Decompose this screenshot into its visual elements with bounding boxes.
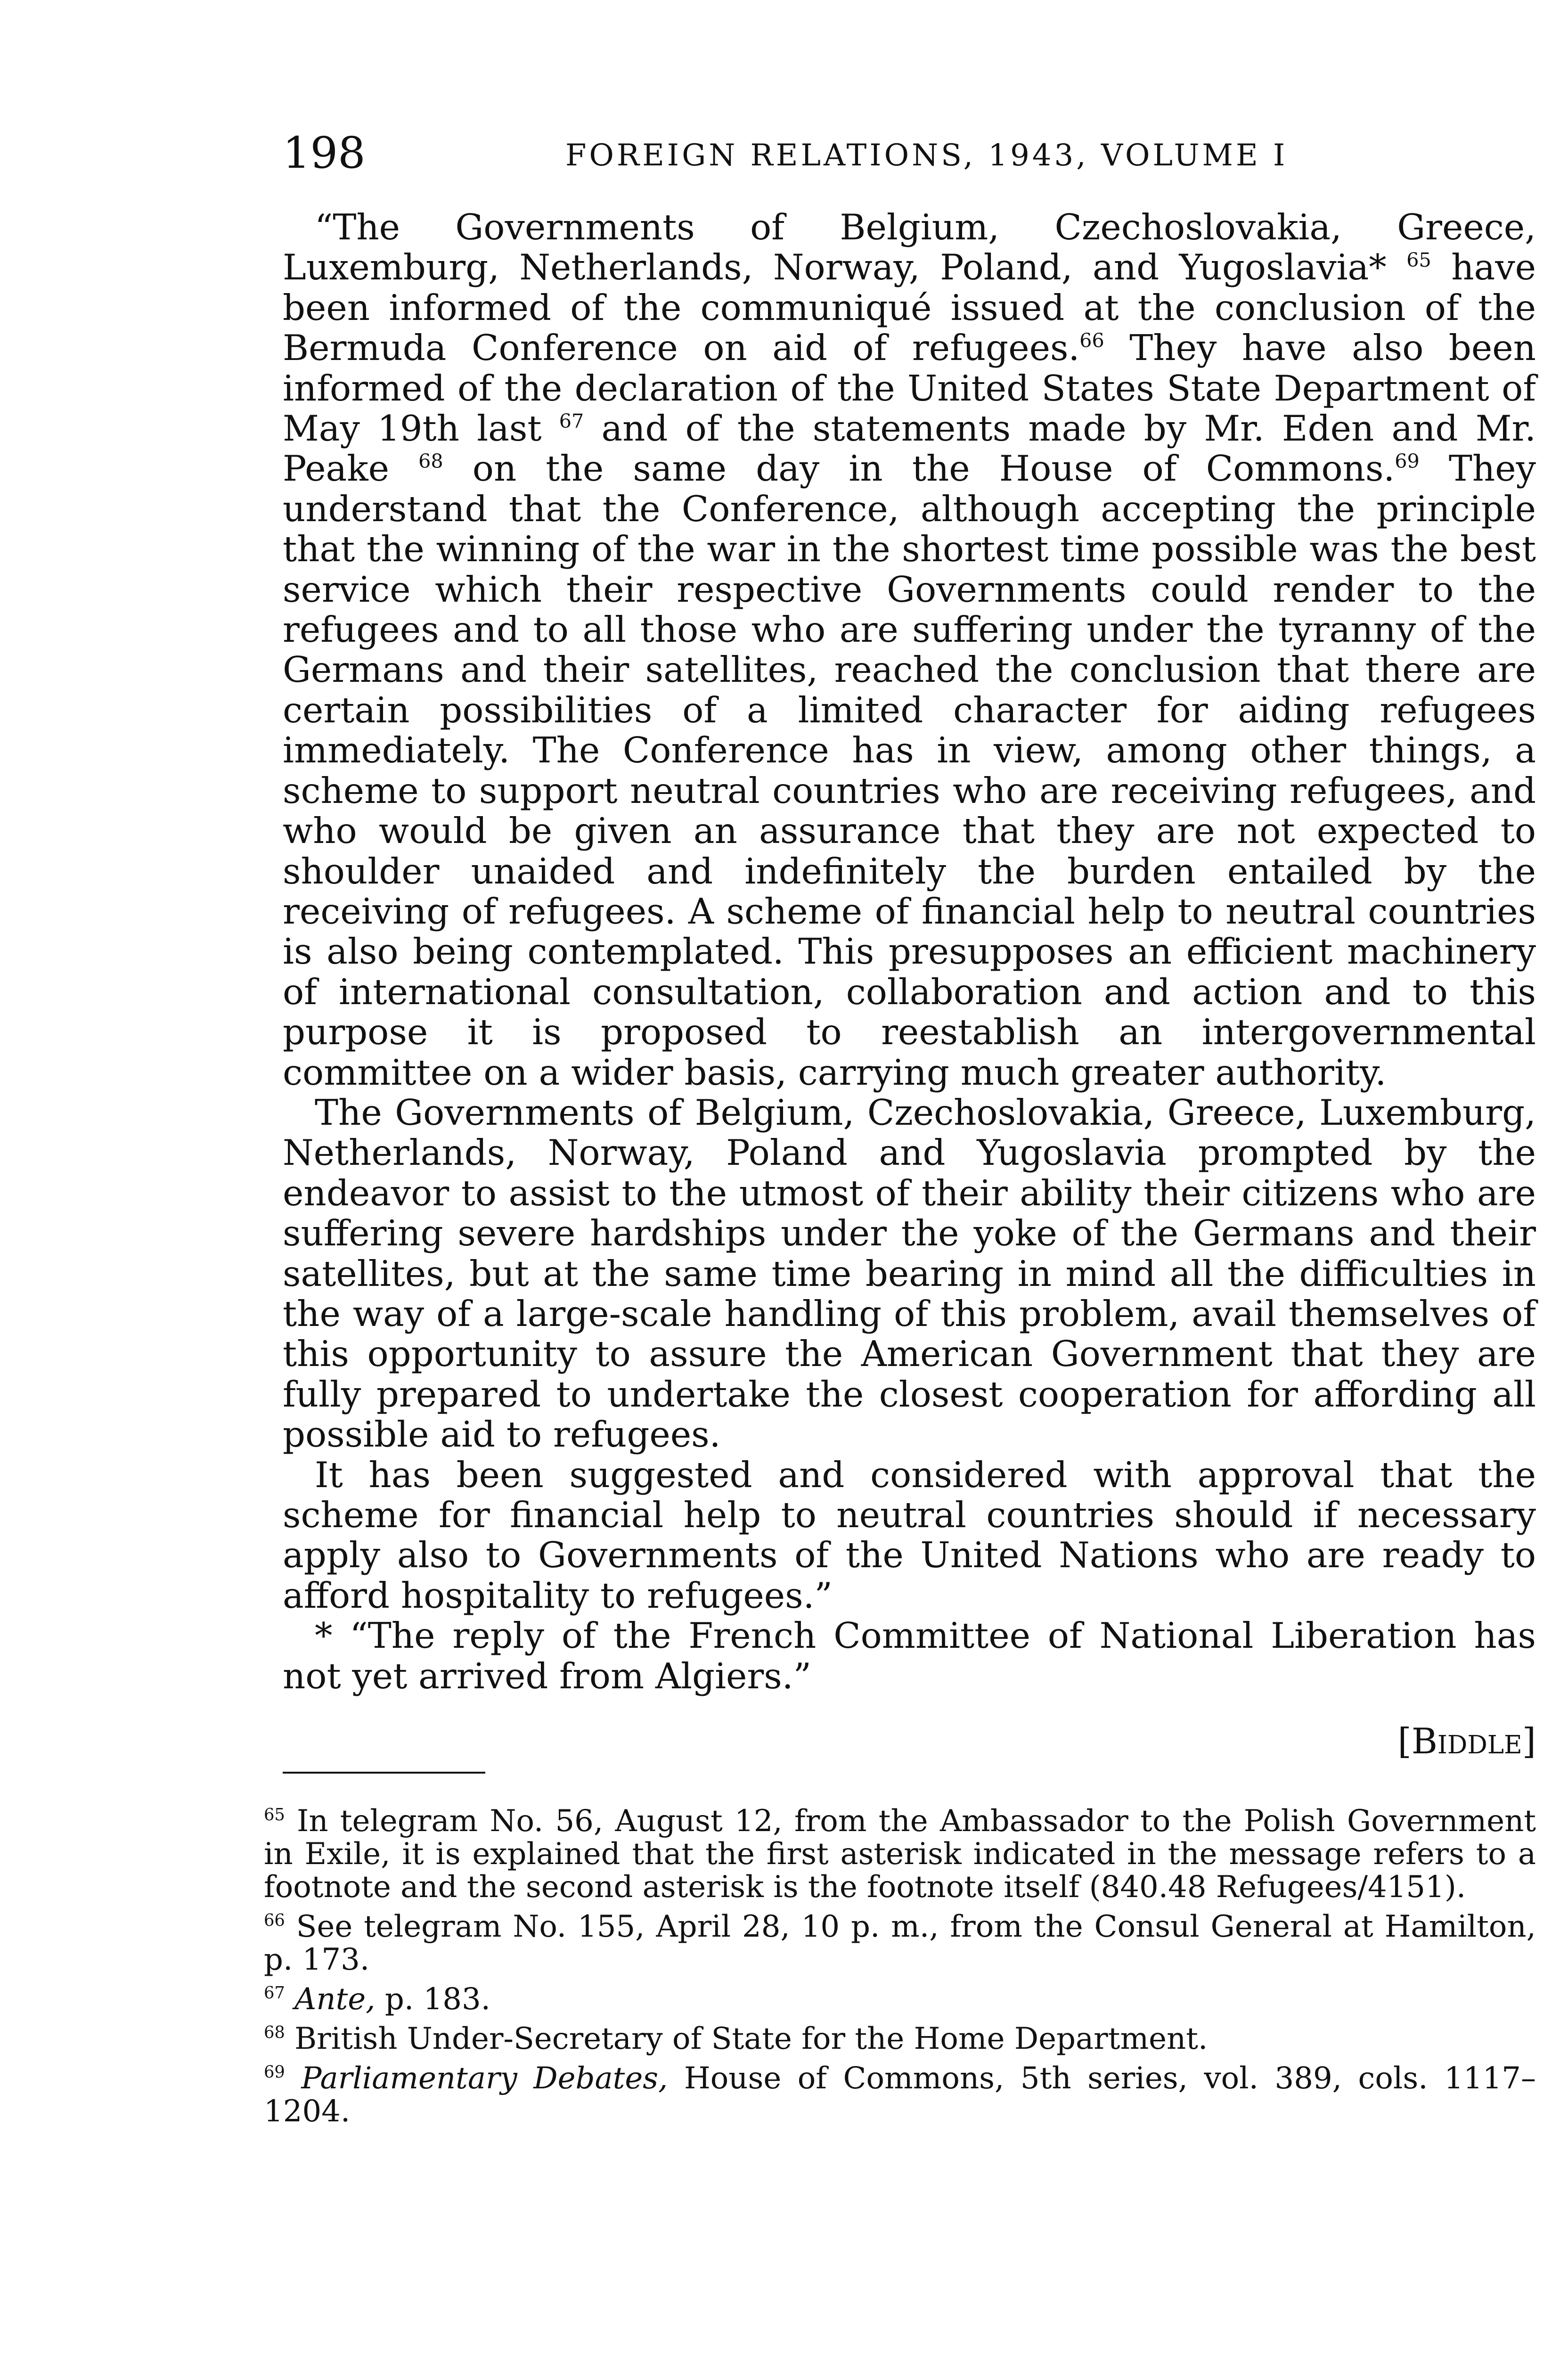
signature-name: Biddle: [1411, 1720, 1522, 1762]
footnote: [264, 1983, 1536, 2016]
signature-bracket: ]: [1522, 1720, 1536, 1762]
running-title: FOREIGN RELATIONS, 1943, VOLUME I: [565, 138, 1288, 173]
paragraph: It has been suggested and considered with approval that the scheme for financial help to neutral countries should if necessary apply also to Governments of the United Nations who are ready to afford hospitality to refugees.”: [283, 1454, 1536, 1616]
footnote-number: 67: [264, 1983, 285, 2003]
footnote-text: See telegram No. 155, April 28, 10 p. m., from the Consul General at Hamilton, p. 173.: [264, 1909, 1536, 1977]
footnote: [264, 2062, 1536, 2128]
paragraph-text: They understand that the Conference, although accepting the principle that the winning of the war in the shortest time possible was the best service which their respective Governments could render to the refugees and to all those who are suffering under the tyranny of the Germans and their satellites, reached the conclusion that there are certain possibilities of a limited character for aiding refugees immediately. The Conference has in view, among other things, a scheme to support neutral countries who are receiving refugees, and who would be given an assurance that they are not expected to shoulder unaided and indefinitely the burden entailed by the receiving of refugees. A scheme of financial help to neutral countries is also being contemplated. This presupposes an efficient machinery of international consultation, collaboration and action and to this purpose it is proposed to reestablish an intergovernmental committee on a wider basis, carrying much greater authority.: [283, 448, 1536, 1093]
paragraph: [283, 207, 1536, 1093]
footnote-text: In telegram No. 56, August 12, from the Ambassador to the Polish Government in Exile, it is explained that the first asterisk indicated in the message refers to a footnote and the second asterisk is the footnote itself (840.48 Refugees/4151).: [264, 1804, 1536, 1905]
footnote-number: 65: [264, 1805, 285, 1825]
footnote-reference: 68: [418, 450, 443, 473]
paragraph-text: have been informed of the communiqué issued at the conclusion of the Bermuda Conference on aid of refugees.: [283, 246, 1536, 369]
footnote-citation: Ante,: [294, 1982, 376, 2017]
footnote-text: p. 183.: [375, 1982, 490, 2017]
asterisk-note: * “The reply of the French Committee of National Liberation has not yet arrived from Algiers.”: [283, 1615, 1536, 1697]
footnote-text: British Under-Secretary of State for the Home Department.: [285, 2021, 1208, 2056]
signature: [1398, 1720, 1536, 1762]
footnote: [264, 1805, 1536, 1904]
paragraph-text: on the same day in the House of Commons.: [443, 448, 1395, 490]
paragraph-text: “The Governments of Belgium, Czechoslovakia, Greece, Luxemburg, Netherlands, Norway, Poland, and Yugoslavia*: [283, 206, 1536, 288]
footnote-number: 69: [264, 2062, 285, 2082]
footnote-number: 68: [264, 2023, 285, 2043]
footnote-text: House of Commons, 5th series, vol. 389, cols. 1117–1204.: [264, 2061, 1536, 2129]
footnotes: [264, 1805, 1536, 2135]
footnote: [264, 1910, 1536, 1976]
paragraph-text: They have also been informed of the declaration of the United States State Department of May 19th last: [283, 327, 1536, 450]
signature-bracket: [: [1397, 1720, 1412, 1762]
running-head: [283, 127, 1536, 179]
page-number: 198: [283, 128, 366, 178]
footnote: [264, 2022, 1536, 2055]
footnote-citation: Parliamentary Debates,: [301, 2061, 668, 2096]
paragraph: The Governments of Belgium, Czechoslovakia, Greece, Luxemburg, Netherlands, Norway, Poland and Yugoslavia prompted by the endeavor to assist to the utmost of their ability their citizens who are suffering severe hardships under the yoke of the Germans and their satellites, but at the same time bearing in mind all the difficulties in the way of a large-scale handling of this problem, avail themselves of this opportunity to assure the American Government that they are fully prepared to undertake the closest cooperation for affording all possible aid to refugees.: [283, 1091, 1536, 1456]
footnote-reference: 69: [1395, 450, 1420, 473]
main-text: [283, 207, 1536, 1696]
footnote-reference: 66: [1079, 329, 1104, 352]
footnote-reference: 67: [559, 410, 584, 433]
footnote-reference: 65: [1406, 249, 1431, 272]
paragraph-text: and of the statements made by Mr. Eden and Mr. Peake: [283, 408, 1536, 490]
footnote-divider: [283, 1772, 485, 1774]
footnote-number: 66: [264, 1911, 285, 1931]
